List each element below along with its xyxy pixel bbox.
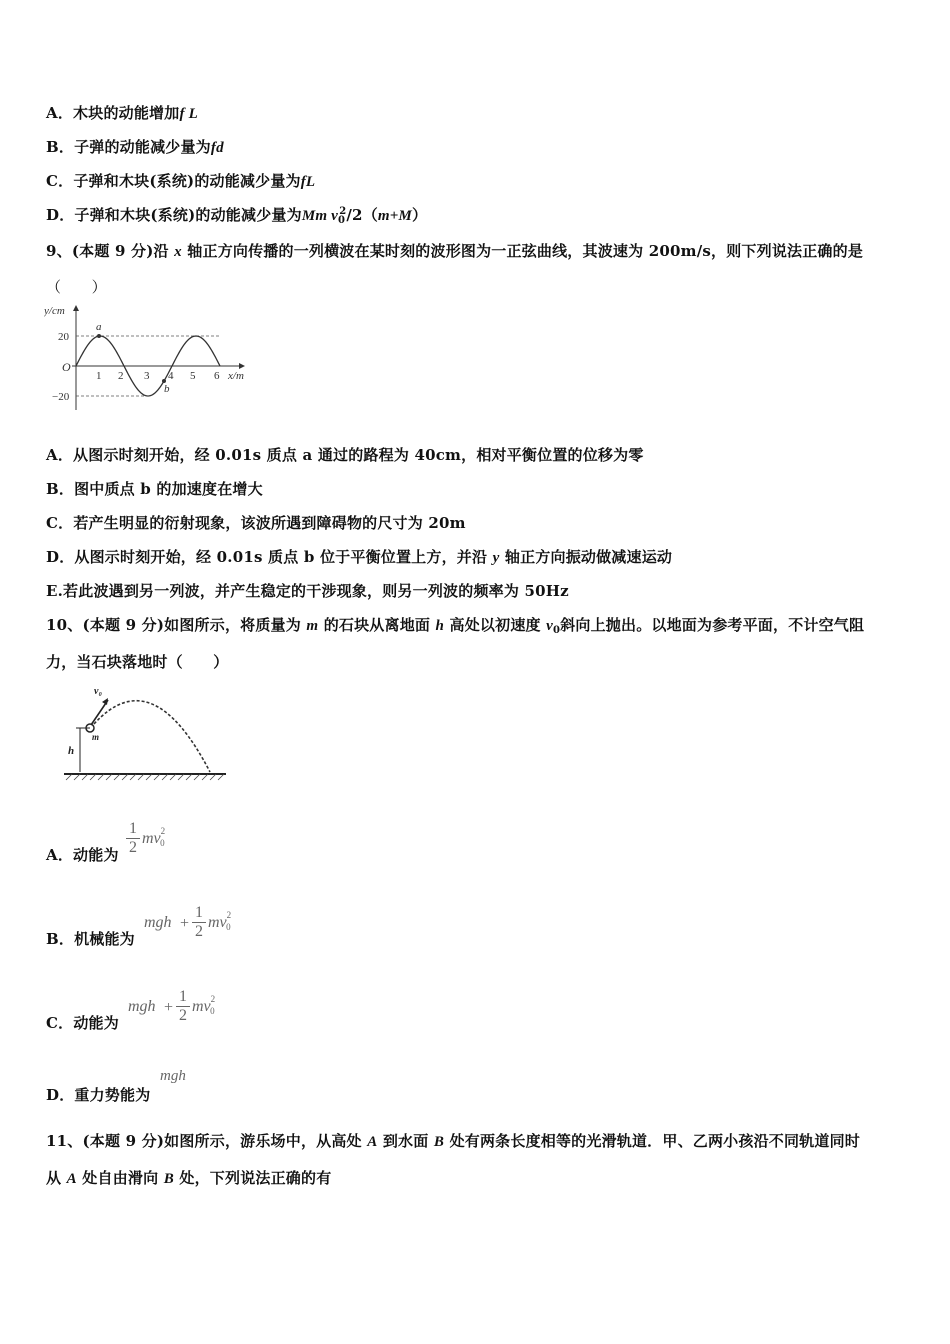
q10-stem-b: 的石块从离地面: [323, 616, 431, 634]
mv-sup: 2: [160, 826, 166, 836]
q8-option-c-formula: fL: [300, 174, 316, 190]
q10-c-mgh: mgh: [128, 998, 156, 1015]
q8-option-d-formula: Mm v: [301, 208, 339, 224]
q11-line2-b: 处自由滑向: [82, 1169, 159, 1187]
point-a: [97, 334, 101, 338]
q10-a-fraction: [126, 820, 140, 857]
q10-option-c: C．动能为: [46, 1014, 119, 1032]
q10-b-mv: [208, 910, 236, 932]
q9-stem-b: 轴正方向传播的一列横波在某时刻的波形图为一正弦曲线，其波速为 200m/s，则下列说法正确的是: [187, 242, 864, 260]
q10-var-v-sub: 0: [553, 625, 561, 636]
q9-option-d: [46, 546, 672, 567]
x-tick-5: 5: [190, 370, 196, 382]
q8-option-b: [46, 136, 224, 157]
fraction-denominator: 2: [195, 923, 203, 940]
q8-option-d-formula-c: m+M: [377, 208, 413, 224]
q10-stem-c: 高处以初速度: [449, 616, 541, 634]
x-label: x/m: [228, 370, 244, 382]
mv-sub: 0: [160, 838, 165, 848]
fraction-numerator: 1: [195, 904, 203, 921]
trajectory: [94, 701, 210, 772]
point-a-label: a: [96, 321, 102, 333]
q9-option-e: E.若此波遇到另一列波，并产生稳定的干涉现象，则另一列波的频率为 50Hz: [46, 582, 569, 600]
y-label: y/cm: [44, 305, 65, 317]
q11-line2-var-b: B: [163, 1171, 174, 1187]
q10-c-plus: +: [164, 999, 174, 1016]
q10-var-m: m: [306, 618, 319, 634]
q10-var-h: h: [435, 618, 445, 634]
q11-stem: [46, 1130, 860, 1151]
fraction-numerator: 1: [179, 988, 187, 1005]
q11-line2-c: 处，下列说法正确的有: [179, 1169, 332, 1187]
q11-stem-a: 11、(本题 9 分)如图所示，游乐场中，从高处: [46, 1132, 362, 1150]
q11-stem-line2: [46, 1167, 331, 1188]
q10-d-mgh: mgh: [160, 1068, 186, 1084]
q9-paren: （ ）: [46, 278, 107, 296]
q10-stem-d: 斜向上抛出。以地面为参考平面，不计空气阻: [560, 616, 865, 634]
q9-wave-graph: [44, 302, 264, 414]
q10-projectile-figure: [60, 682, 230, 784]
q11-line2-a: 从: [46, 1169, 62, 1187]
q9-var-x: x: [174, 244, 182, 260]
x-tick-3: 3: [144, 370, 150, 382]
mv-sub: 0: [226, 922, 231, 932]
q8-option-a-formula: f L: [179, 106, 198, 122]
q10-c-fraction: [176, 988, 190, 1025]
x-tick-6: 6: [214, 370, 220, 382]
q8-option-d-formula-b: /2（: [346, 206, 378, 224]
q10-b-mgh: mgh: [144, 914, 172, 931]
x-tick-4: 4: [168, 370, 174, 382]
v0-label: v₀: [94, 686, 102, 697]
fraction-denominator: 2: [129, 839, 137, 856]
q10-stem-line2: 力，当石块落地时（ ）: [46, 653, 229, 671]
mv-text: mv: [208, 914, 227, 931]
y-tick-neg20: −20: [52, 391, 70, 403]
q11-line2-var-a: A: [66, 1171, 77, 1187]
h-label: h: [68, 745, 75, 757]
q8-option-d-formula-d: ）: [412, 206, 428, 224]
q10-b-fraction: [192, 904, 206, 941]
q10-a-mv: [142, 826, 170, 848]
q9-option-b: B．图中质点 b 的加速度在增大: [46, 480, 263, 498]
mv-text: mv: [192, 998, 211, 1015]
point-b-label: b: [164, 383, 170, 395]
q10-b-plus: +: [180, 915, 190, 932]
mv-sub: 0: [210, 1006, 215, 1016]
q9-option-d-var-y: y: [492, 550, 500, 566]
m-label: m: [92, 732, 100, 742]
mv-text: mv: [142, 830, 161, 847]
q8-option-a: [46, 102, 198, 123]
q9-stem: [46, 240, 863, 261]
q8-option-b-formula: fd: [210, 140, 224, 156]
q10-option-a: A．动能为: [46, 846, 119, 864]
y-tick-20: 20: [58, 331, 69, 343]
q10-stem-a: 10、(本题 9 分)如图所示，将质量为: [46, 616, 301, 634]
origin-label: O: [62, 360, 71, 374]
fraction-numerator: 1: [129, 820, 137, 837]
q9-option-d-text: D．从图示时刻开始，经 0.01s 质点 b 位于平衡位置上方，并沿: [46, 548, 488, 566]
q8-option-d: [46, 204, 427, 226]
q9-option-d-suffix: 轴正方向振动做减速运动: [504, 548, 673, 566]
q9-stem-a: 9、(本题 9 分)沿: [46, 242, 169, 260]
x-tick-2: 2: [118, 370, 124, 382]
mv-sup: 2: [226, 910, 232, 920]
q8-option-a-text: A．木块的动能增加: [46, 104, 180, 122]
q10-var-v: v: [546, 618, 554, 634]
mv-sup: 2: [210, 994, 216, 1004]
q10-option-b: B．机械能为: [46, 930, 135, 948]
q11-var-a: A: [367, 1134, 378, 1150]
q11-stem-c: 处有两条长度相等的光滑轨道．甲、乙两小孩沿不同轨道同时: [449, 1132, 860, 1150]
q8-option-b-text: B．子弹的动能减少量为: [46, 138, 211, 156]
q11-stem-b: 到水面: [382, 1132, 429, 1150]
fraction-denominator: 2: [179, 1007, 187, 1024]
q8-option-c: [46, 170, 315, 191]
q10-stem: [46, 614, 864, 636]
q10-option-d: D．重力势能为: [46, 1086, 151, 1104]
q10-c-mv: [192, 994, 220, 1016]
q8-option-d-text: D．子弹和木块(系统)的动能减少量为: [46, 206, 302, 224]
q9-option-c: C．若产生明显的衍射现象，该波所遇到障碍物的尺寸为 20m: [46, 514, 466, 532]
q11-var-b: B: [433, 1134, 445, 1150]
x-tick-1: 1: [96, 370, 102, 382]
q8-option-c-text: C．子弹和木块(系统)的动能减少量为: [46, 172, 301, 190]
q8-option-d-sub: 0: [338, 215, 346, 226]
q8-option-d-sup: 2: [339, 206, 347, 217]
q9-option-a: A．从图示时刻开始，经 0.01s 质点 a 通过的路程为 40cm，相对平衡位置的位移为零: [46, 446, 644, 464]
